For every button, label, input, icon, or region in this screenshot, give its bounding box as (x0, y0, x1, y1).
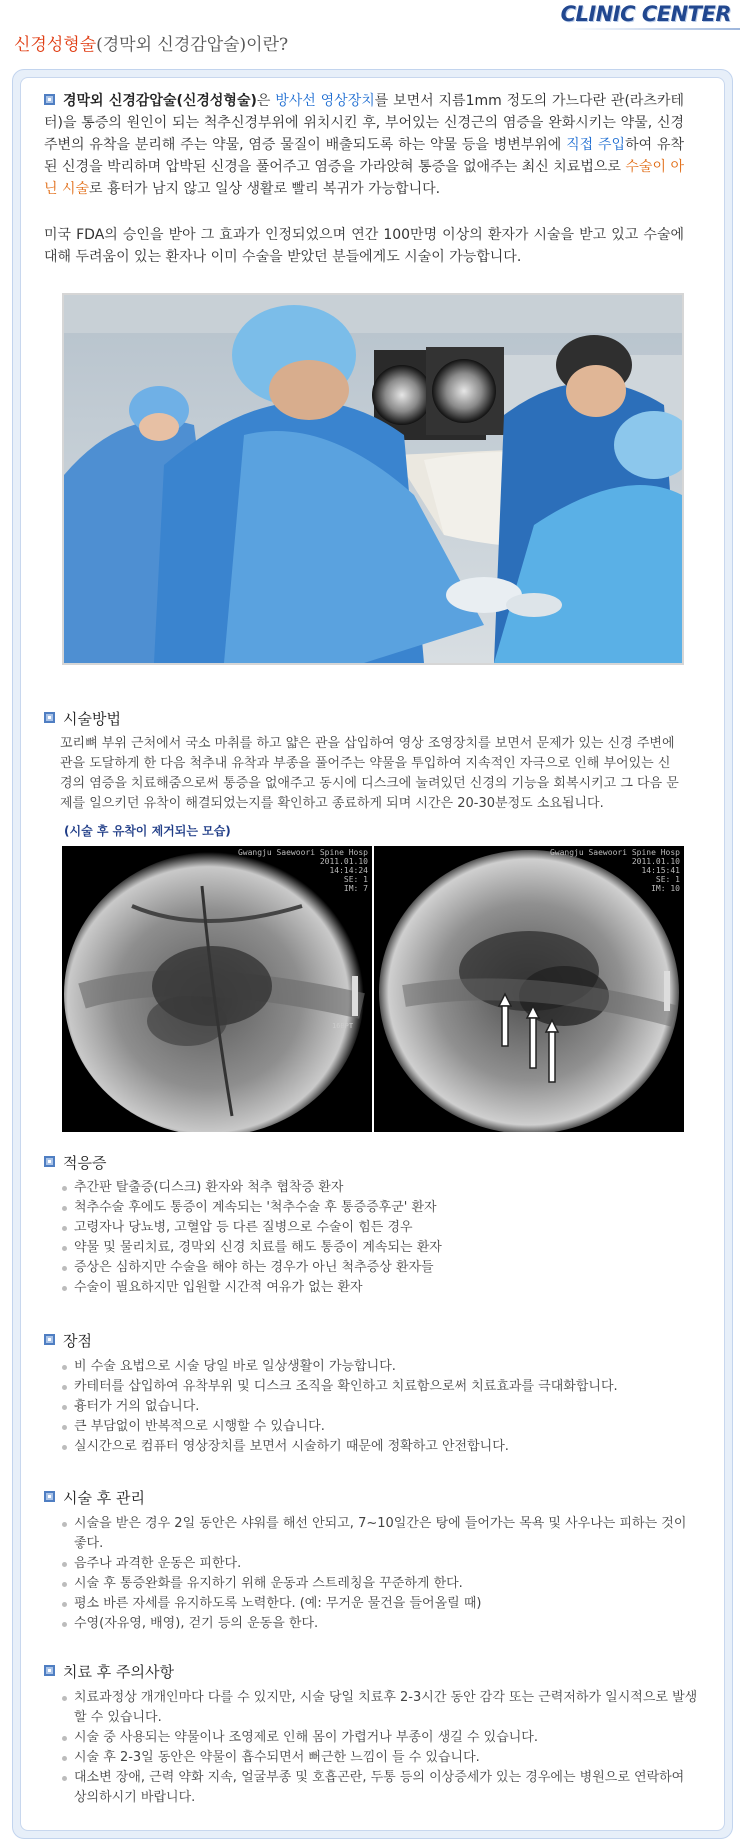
list-item: 시술 중 사용되는 약물이나 조영제로 인해 몸이 가렵거나 부종이 생길 수 있습니다. (60, 1728, 700, 1748)
page-title-highlight: 신경성형술 (14, 35, 97, 55)
precautions-list (60, 1688, 700, 1808)
section-title-advantages: 장점 (44, 1330, 92, 1351)
list-item: 시술 후 통증완화를 유지하기 위해 운동과 스트레칭을 꾸준하게 한다. (60, 1574, 700, 1594)
section-bullet-icon (44, 1156, 55, 1167)
list-item: 시술을 받은 경우 2일 동안은 샤워를 해선 안되고, 7~10일간은 탕에 들어가는 목욕 및 사우나는 피하는 것이 좋다. (60, 1514, 700, 1554)
list-item: 대소변 장애, 근력 약화 지속, 얼굴부종 및 호흡곤란, 두통 등의 이상증세가 있는 경우에는 병원으로 연락하여 상의하시기 바랍니다. (60, 1768, 700, 1808)
intro-run-1: 은 (256, 93, 276, 109)
intro-run-5: 하여 유착된 신경을 박리하며 압박된 신경을 풀어주고 염증을 가라앉혀 통증을 없애주는 최신 치료법으로 (44, 137, 684, 175)
list-item: 음주나 과격한 운동은 피한다. (60, 1554, 700, 1574)
intro-run-6: 수술이 아닌 시술 (44, 159, 684, 197)
section-bullet-icon (44, 1665, 55, 1676)
section-bullet-icon (44, 1334, 55, 1345)
list-item: 흉터가 거의 없습니다. (60, 1397, 700, 1417)
page-title-rest: (경막외 신경감압술)이란? (96, 35, 289, 55)
list-item: 시술 후 2-3일 동안은 약물이 흡수되면서 뻐근한 느낌이 들 수 있습니다. (60, 1748, 700, 1768)
intro-run-7: 로 흉터가 남지 않고 일상 생활로 빨리 복귀가 가능합니다. (89, 181, 441, 197)
intro-paragraph-2: 미국 FDA의 승인을 받아 그 효과가 인정되었으며 연간 100만명 이상의 환자가 시술을 받고 있고 수술에 대해 두려움이 있는 환자나 이미 수술을 받았던 분들에게도 시술이 가능합니다. (44, 227, 684, 265)
list-item: 비 수술 요법으로 시술 당일 바로 일상생활이 가능합니다. (60, 1357, 700, 1377)
list-item: 치료과정상 개개인마다 다를 수 있지만, 시술 당일 치료후 2-3시간 동안 감각 또는 근력저하가 일시적으로 발생할 수 있습니다. (60, 1688, 700, 1728)
section-title-precautions: 치료 후 주의사항 (44, 1661, 174, 1682)
intro-run-4: 직접 주입 (566, 137, 626, 153)
intro-run-2: 방사선 영상장치 (275, 93, 375, 109)
section-bullet-icon (44, 94, 55, 105)
list-item: 고령자나 당뇨병, 고혈압 등 다른 질병으로 수술이 힘든 경우 (60, 1218, 700, 1238)
xray-after-image (374, 846, 684, 1132)
xray-before-metadata: Gwangju Saewoori Spine Hosp 2011.01.10 14:14:24 SE: 1 IM: 7 (237, 848, 368, 893)
list-item: 수술이 필요하지만 입원할 시간적 여유가 없는 환자 (60, 1278, 700, 1298)
aftercare-list (60, 1514, 700, 1634)
list-item: 카테터를 삽입하여 유착부위 및 디스크 조직을 확인하고 치료함으로써 치료효과를 극대화합니다. (60, 1377, 700, 1397)
xray-before-image (62, 846, 372, 1132)
section-title-aftercare: 시술 후 관리 (44, 1487, 145, 1508)
clinic-center-logo: CLINIC CENTER (560, 2, 731, 26)
xray-before-scale-label: 16BPT (332, 1022, 354, 1030)
page-title (14, 30, 288, 55)
procedure-photo-illustration (64, 295, 682, 663)
method-description: 꼬리뼈 부위 근처에서 국소 마취를 하고 얇은 관을 삽입하여 영상 조영장치를 보면서 문제가 있는 신경 주변에 관을 도달하게 한 다음 척추내 유착과 부종을 풀어주는 약물을 투입하여 지속적인 자극으로 인해 부어있는 신경의 염증을 치료해줌으로써 통증을 없애주고 동시에 디스크에 눌려있던 신경의 기능을 회복시키고 그 다음 문제를 일으키던 유착이 해결되었는지를 확인하고 종료하게 되며 시간은 20-30분정도 소요됩니다. (60, 736, 679, 811)
list-item: 평소 바른 자세를 유지하도록 노력한다. (예: 무거운 물건을 들어올릴 때) (60, 1594, 700, 1614)
section-bullet-icon (44, 712, 55, 723)
intro-text-1 (44, 93, 684, 197)
list-item: 추간판 탈출증(디스크) 환자와 척추 협착증 환자 (60, 1178, 700, 1198)
list-item: 큰 부담없이 반복적으로 시행할 수 있습니다. (60, 1417, 700, 1437)
list-item: 약물 및 물리치료, 경막외 신경 치료를 해도 통증이 계속되는 환자 (60, 1238, 700, 1258)
list-item: 실시간으로 컴퓨터 영상장치를 보면서 시술하기 때문에 정확하고 안전합니다. (60, 1437, 700, 1457)
list-item: 수영(자유영, 배영), 걷기 등의 운동을 한다. (60, 1614, 700, 1634)
list-item: 척추수술 후에도 통증이 계속되는 '척추수술 후 통증증후군' 환자 (60, 1198, 700, 1218)
xray-after-metadata: Gwangju Saewoori Spine Hosp 2011.01.10 14:15:41 SE: 1 IM: 10 (549, 848, 680, 893)
advantages-list (60, 1357, 700, 1457)
list-item: 증상은 심하지만 수술을 해야 하는 경우가 아닌 척추증상 환자들 (60, 1258, 700, 1278)
intro-paragraph-1 (44, 90, 684, 200)
xray-caption: (시술 후 유착이 제거되는 모습) (64, 824, 231, 838)
section-bullet-icon (44, 1491, 55, 1502)
intro-run-3: 를 보면서 지름1mm 정도의 가느다란 관(라츠카테터)을 통증의 원인이 되는 척추신경부위에 위치시킨 후, 부어있는 신경근의 염증을 완화시키는 약물, 신경주변의 유착을 분리해 주는 약물, 염증 물질이 배출되도록 하는 약물 등을 병변부위에 (44, 93, 685, 153)
intro-run-0: 경막외 신경감압술(신경성형술) (63, 93, 257, 109)
section-title-indications: 적응증 (44, 1152, 106, 1173)
header-divider (568, 28, 740, 30)
indications-list (60, 1178, 700, 1298)
procedure-photo (62, 293, 684, 665)
section-title-method: 시술방법 (44, 708, 121, 729)
